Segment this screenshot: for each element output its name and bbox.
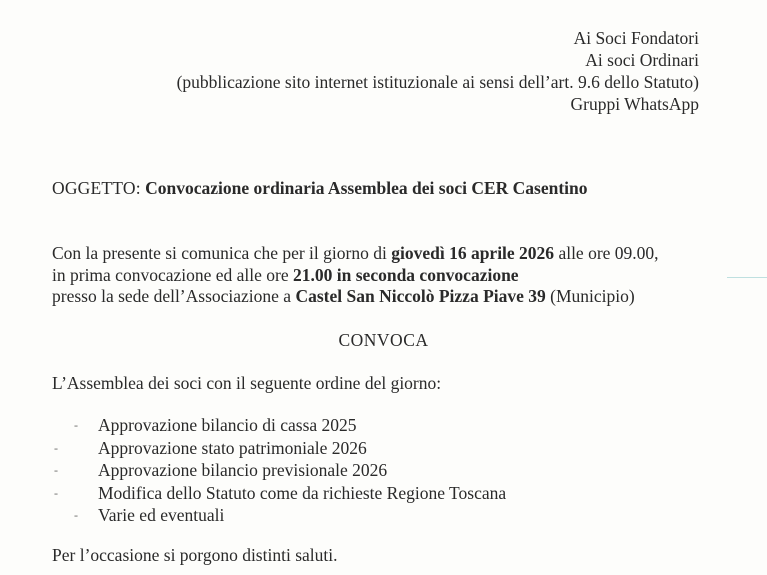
meeting-location: Castel San Niccolò Pizza Piave 39 — [295, 286, 546, 306]
subject-line — [52, 177, 588, 199]
intro-text: Con la presente si comunica che per il giorno di — [52, 243, 392, 263]
agenda-item-text: Approvazione bilancio di cassa 2025 — [98, 415, 357, 435]
subject-text: Convocazione ordinaria Assemblea dei soci CER Casentino — [145, 178, 588, 198]
dash-bullet-icon: - — [74, 418, 78, 432]
recipient-whatsapp: Gruppi WhatsApp — [570, 94, 699, 114]
agenda-intro: L’Assemblea dei soci con il seguente ordine del giorno: — [52, 373, 442, 393]
agenda-item-text: Varie ed eventuali — [98, 505, 225, 525]
agenda-item — [52, 504, 506, 527]
dash-bullet-icon: - — [74, 508, 78, 522]
agenda-item — [52, 459, 506, 482]
agenda-item-text: Approvazione bilancio previsionale 2026 — [98, 460, 388, 480]
intro-line-2 — [52, 265, 659, 287]
closing-salutation: Per l’occasione si porgono distinti saluti. — [52, 545, 338, 565]
recipient-ordinary: Ai soci Ordinari — [585, 50, 699, 70]
dash-bullet-icon: - — [54, 440, 58, 455]
dash-bullet-icon: - — [54, 463, 58, 477]
second-call-time: 21.00 in seconda convocazione — [293, 264, 519, 285]
intro-text: presso la sede dell’Associazione a — [52, 286, 296, 306]
agenda-list — [52, 414, 506, 527]
intro-text: in prima convocazione ed alle ore — [52, 264, 294, 285]
subject-label: OGGETTO: — [52, 178, 141, 198]
meeting-date: giovedì 16 aprile 2026 — [391, 243, 555, 263]
agenda-item — [52, 414, 506, 437]
recipients-block — [177, 27, 699, 115]
recipient-founders: Ai Soci Fondatori — [573, 28, 699, 48]
intro-line-3 — [52, 286, 659, 308]
intro-text: (Municipio) — [545, 286, 635, 306]
agenda-item — [52, 482, 506, 505]
agenda-item-text: Approvazione stato patrimoniale 2026 — [98, 437, 367, 458]
scan-edge-mark — [727, 277, 767, 278]
convoca-heading: CONVOCA — [338, 330, 429, 350]
dash-bullet-icon: - — [54, 485, 58, 500]
intro-line-1 — [52, 243, 659, 265]
agenda-item — [52, 437, 506, 460]
recipient-publication: (pubblicazione sito internet istituzionale ai sensi dell’art. 9.6 dello Statuto) — [176, 72, 699, 92]
agenda-item-text: Modifica dello Statuto come da richieste Regione Toscana — [98, 482, 507, 503]
intro-text: alle ore 09.00, — [554, 243, 659, 263]
intro-paragraph — [52, 243, 659, 308]
